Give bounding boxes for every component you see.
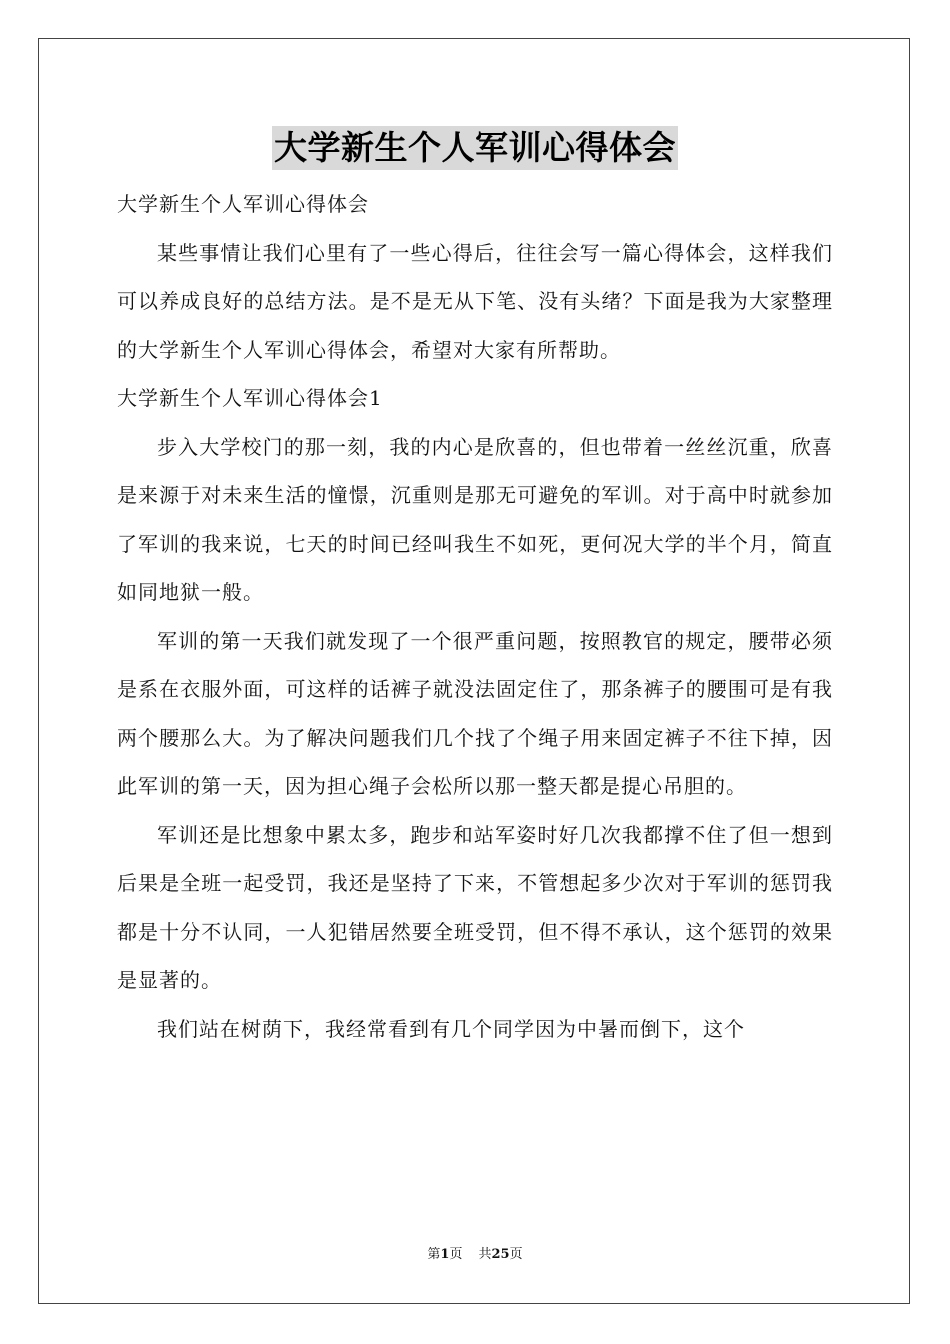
total-pages: 25 (491, 1247, 510, 1262)
page-suffix: 页 (449, 1247, 463, 1262)
section-heading-1: 大学新生个人军训心得体会1 (117, 386, 383, 410)
page-footer (0, 1246, 950, 1264)
total-prefix: 共 (478, 1247, 492, 1262)
body-paragraph: 军训还是比想象中累太多，跑步和站军姿时好几次我都撑不住了但一想到后果是全班一起受罚，我还是坚持了下来，不管想起多少次对于军训的惩罚我都是十分不认同，一人犯错居然要全班受罚，但不得不承认，这个惩罚的效果是显著的。 (117, 822, 833, 992)
section-heading: 大学新生个人军训心得体会 (117, 192, 369, 216)
document-title: 大学新生个人军训心得体会 (272, 126, 678, 170)
page-number: 1 (440, 1247, 450, 1262)
page-prefix: 第 (427, 1247, 441, 1262)
body-paragraph: 我们站在树荫下，我经常看到有几个同学因为中暑而倒下，这个 (157, 1016, 745, 1041)
title-container (117, 126, 833, 176)
total-suffix: 页 (509, 1247, 523, 1262)
body-paragraph: 步入大学校门的那一刻，我的内心是欣喜的，但也带着一丝丝沉重，欣喜是来源于对未来生活的憧憬，沉重则是那无可避免的军训。对于高中时就参加了军训的我来说，七天的时间已经叫我生不如死，更何况大学的半个月，简直如同地狱一般。 (117, 434, 833, 604)
body-paragraph: 军训的第一天我们就发现了一个很严重问题，按照教官的规定，腰带必须是系在衣服外面，可这样的话裤子就没法固定住了，那条裤子的腰围可是有我两个腰那么大。为了解决问题我们几个找了个绳子用来固定裤子不往下掉，因此军训的第一天，因为担心绳子会松所以那一整天都是提心吊胆的。 (117, 628, 833, 798)
intro-paragraph: 某些事情让我们心里有了一些心得后，往往会写一篇心得体会，这样我们可以养成良好的总结方法。是不是无从下笔、没有头绪？下面是我为大家整理的大学新生个人军训心得体会，希望对大家有所帮助。 (117, 240, 833, 362)
document-body (117, 126, 833, 1053)
